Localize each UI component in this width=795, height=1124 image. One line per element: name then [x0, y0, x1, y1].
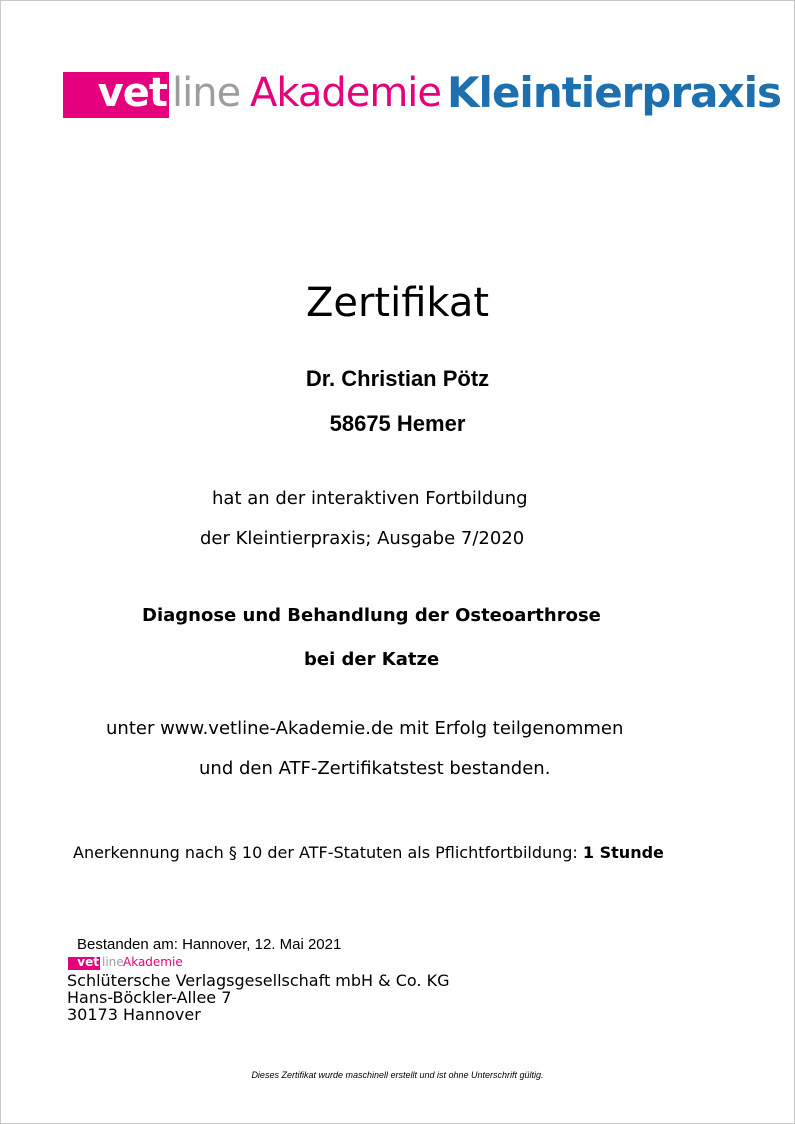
- recipient-name: Dr. Christian Pötz: [305, 366, 490, 391]
- course-title-line-2: bei der Katze: [304, 649, 440, 670]
- recognition-text: Anerkennung nach § 10 der ATF-Statuten als Pflichtfortbildung:: [73, 843, 578, 862]
- logo-kleintierpraxis-text: Kleintierpraxis: [447, 68, 782, 117]
- logo-vet-text: vet: [97, 70, 167, 116]
- recognition-statement: [73, 843, 664, 862]
- small-logo-vet-block: [68, 957, 100, 970]
- certificate-title: Zertifikat: [305, 280, 490, 326]
- intro-line-1: hat an der interaktiven Fortbildung: [212, 488, 528, 509]
- recognition-hours: 1 Stunde: [582, 843, 664, 862]
- intro-line-2: der Kleintierpraxis; Ausgabe 7/2020: [200, 528, 525, 549]
- logo-akademie-text: Akademie: [250, 70, 442, 116]
- small-logo-akademie-text: Akademie: [123, 955, 183, 969]
- recipient-city: 58675 Hemer: [329, 411, 466, 436]
- small-logo-vet-text: vet: [77, 955, 99, 969]
- logo-line-text: line: [172, 70, 241, 116]
- issuer-zip-city: 30173 Hannover: [67, 1005, 201, 1024]
- issuer-street: Hans-Böckler-Allee 7: [67, 988, 232, 1007]
- course-title-line-1: Diagnose und Behandlung der Osteoarthrose: [142, 605, 601, 626]
- issuer-company: Schlütersche Verlagsgesellschaft mbH & Co. KG: [67, 971, 450, 990]
- passed-date: Bestanden am: Hannover, 12. Mai 2021: [77, 936, 342, 953]
- result-line-2: und den ATF-Zertifikatstest bestanden.: [199, 758, 551, 779]
- small-logo-line-text: line: [102, 955, 124, 969]
- vetline-logo-vet-block: [63, 72, 169, 118]
- result-line-1: unter www.vetline-Akademie.de mit Erfolg teilgenommen: [106, 718, 624, 739]
- footer-note: Dieses Zertifikat wurde maschinell erstellt und ist ohne Unterschrift gültig.: [251, 1070, 544, 1080]
